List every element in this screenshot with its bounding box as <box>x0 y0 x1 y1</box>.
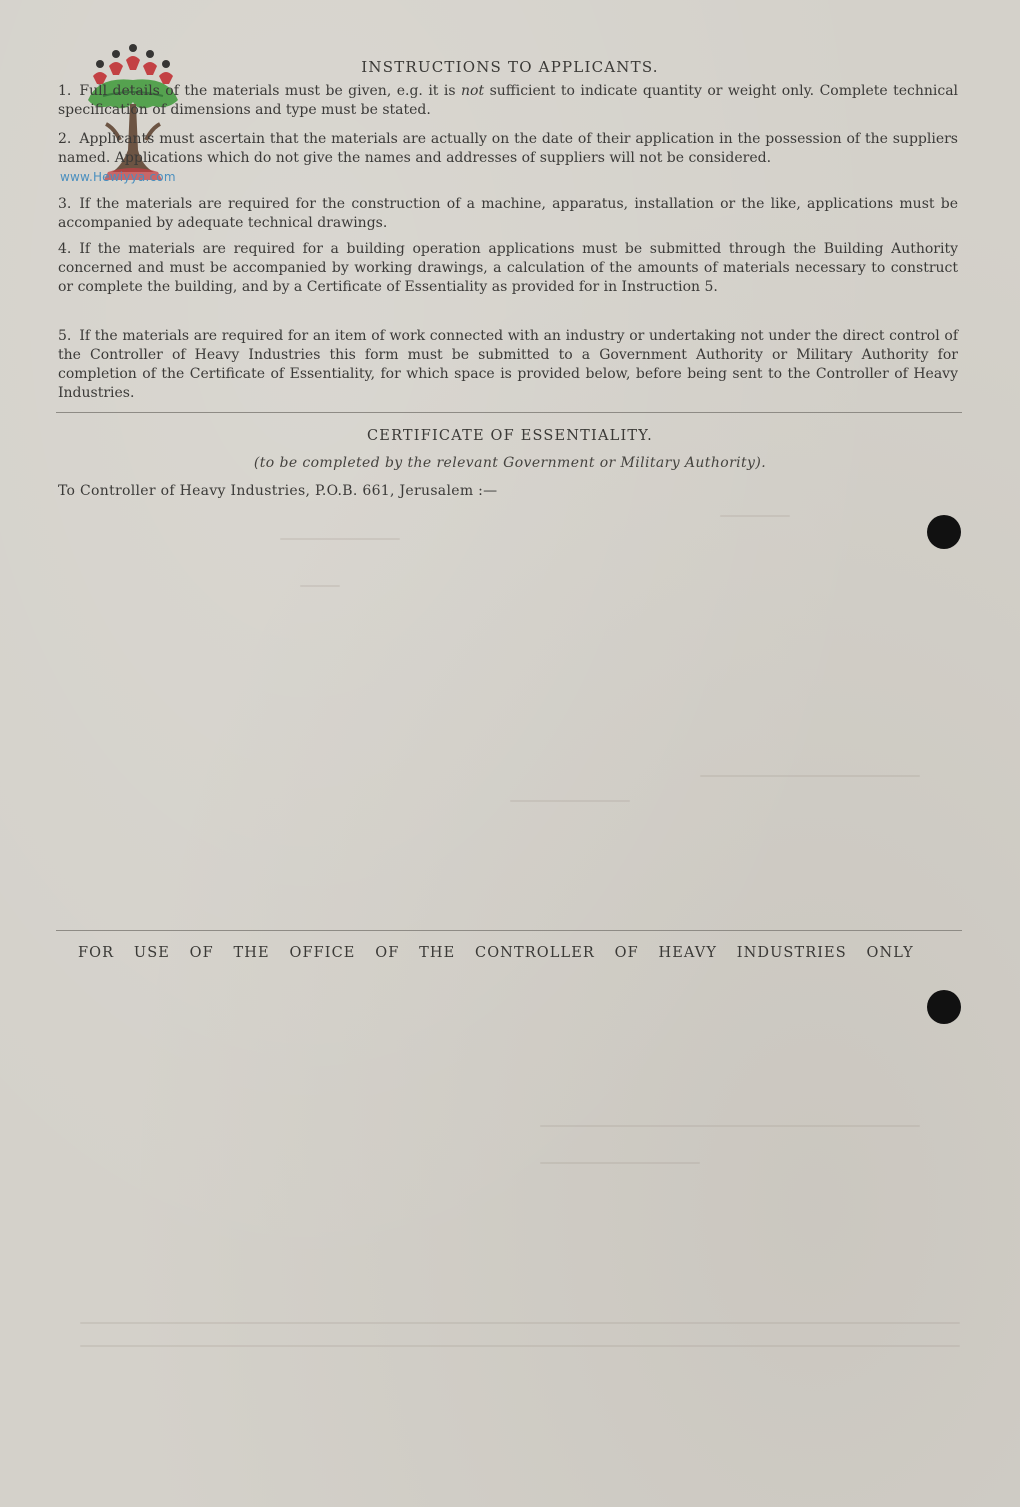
instruction-text: If the materials are required for the construction of a machine, apparatus, installation or the like, applications must be accompanied by adequate technical drawings. <box>58 196 958 231</box>
instruction-text: If the materials are required for an item of work connected with an industry or undertaking not under the direct control of the Controller of Heavy Industries this form must be submitted to a Government Authority or Military Authority for completion of the Certificate of Essentiality, for which space is provided below, before being sent to the Controller of Heavy Industries. <box>58 328 958 401</box>
instructions-title: INSTRUCTIONS TO APPLICANTS. <box>361 58 659 76</box>
certificate-addressee: To Controller of Heavy Industries, P.O.B. 661, Jerusalem :— <box>58 483 498 499</box>
show-through-mark <box>540 1162 700 1164</box>
instruction-number: 4. <box>58 241 72 257</box>
divider <box>56 412 962 413</box>
instruction-item-1 <box>58 82 958 120</box>
show-through-mark <box>510 800 630 802</box>
instruction-item-3 <box>58 195 958 233</box>
instruction-number: 3. <box>58 196 72 212</box>
show-through-mark <box>80 1322 960 1324</box>
emphasis-word: not <box>461 83 485 99</box>
instruction-item-2 <box>58 130 958 168</box>
office-word: OF <box>614 945 639 961</box>
instruction-item-5 <box>58 327 958 403</box>
show-through-mark <box>280 538 400 540</box>
instruction-text: Applicants must ascertain that the materials are actually on the date of their application in the possession of the suppliers named. Applications which do not give the names and addresses of suppliers will not be considered. <box>58 131 958 166</box>
punch-hole-icon <box>927 990 961 1024</box>
office-use-heading <box>78 945 938 961</box>
instruction-text: Full details of the materials must be given, e.g. it is <box>79 83 456 99</box>
office-word: CONTROLLER <box>475 945 595 961</box>
instruction-text: sufficient to indicate quantity or weight only. Complete technical specification of dimensions and type must be stated. <box>58 83 959 118</box>
office-word: ONLY <box>866 945 914 961</box>
office-word: FOR <box>78 945 115 961</box>
instruction-number: 5. <box>58 328 72 344</box>
show-through-mark <box>540 1125 920 1127</box>
show-through-mark <box>80 1345 960 1347</box>
instruction-item-4 <box>58 240 958 297</box>
office-word: HEAVY <box>658 945 718 961</box>
instruction-number: 2. <box>58 131 72 147</box>
office-word: OFFICE <box>289 945 356 961</box>
office-word: THE <box>233 945 270 961</box>
show-through-mark <box>720 515 790 517</box>
show-through-mark <box>700 775 920 777</box>
office-word: INDUSTRIES <box>736 945 847 961</box>
divider <box>56 930 962 931</box>
office-word: USE <box>133 945 170 961</box>
punch-hole-icon <box>927 515 961 549</box>
office-word: OF <box>189 945 214 961</box>
instruction-number: 1. <box>58 83 72 99</box>
office-word: THE <box>419 945 456 961</box>
office-word: OF <box>375 945 400 961</box>
instruction-text: If the materials are required for a building operation applications must be submitted through the Building Authority concerned and must be accompanied by working drawings, a calculation of the amounts of materials necessary to construct or complete the building, and by a Certificate of Essentiality as provided for in Instruction 5. <box>58 241 958 295</box>
watermark-url[interactable]: www.Hewiyya.com <box>60 170 176 184</box>
certificate-subtitle: (to be completed by the relevant Government or Military Authority). <box>253 455 767 471</box>
certificate-title: CERTIFICATE OF ESSENTIALITY. <box>366 428 653 444</box>
show-through-mark <box>300 585 340 587</box>
